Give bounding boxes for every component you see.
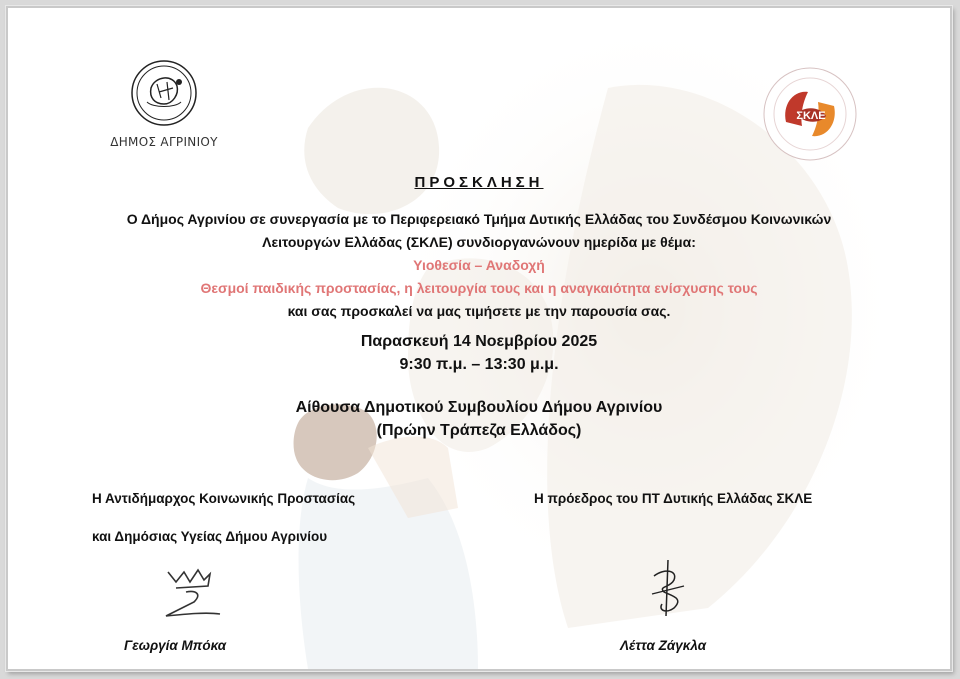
event-time: 9:30 π.μ. – 13:30 μ.μ. [399,356,559,373]
right-signature [644,556,694,626]
skle-logo [760,64,860,164]
invitation-intro [8,208,950,323]
skle-abbrev: ΣΚΛΕ [796,110,826,122]
event-date: Παρασκευή 14 Νοεμβρίου 2025 [360,333,598,350]
topic-line-1: Υιοθεσία – Αναδοχή [413,257,545,273]
left-signatory-name: Γεωργία Μπόκα [124,638,227,653]
event-datetime [8,330,950,376]
event-venue [8,396,950,442]
skle-emblem-icon [760,64,860,164]
right-signatory-role: Η πρόεδρος του ΠΤ Δυτικής Ελλάδας ΣΚΛΕ [534,491,813,506]
left-role-line-1: Η Αντιδήμαρχος Κοινωνικής Προστασίας [92,491,356,506]
left-role-line-2: και Δημόσιας Υγείας Δήμου Αγρινίου [92,529,328,544]
municipality-name: ΔΗΜΟΣ ΑΓΡΙΝΙΟΥ [110,135,218,149]
municipality-logo [104,58,224,149]
municipality-seal-icon [129,58,199,128]
right-signatory-name: Λέττα Ζάγκλα [620,638,707,653]
invite-line: και σας προσκαλεί να μας τιμήσετε με την παρουσία σας. [287,303,671,319]
invitation-card [6,6,952,671]
topic-line-2: Θεσμοί παιδικής προστασίας, η λειτουργία τους και η αναγκαιότητα ενίσχυσης τους [200,280,758,296]
left-signature [156,560,226,622]
invitation-title: ΠΡΟΣΚΛΗΣΗ [414,174,544,191]
venue-note: (Πρώην Τράπεζα Ελλάδος) [376,422,582,439]
intro-line-1: Ο Δήμος Αγρινίου σε συνεργασία με το Περιφερειακό Τμήμα Δυτικής Ελλάδας του Συνδέσμου Κοινωνικών [126,211,832,227]
intro-line-2: Λειτουργών Ελλάδας (ΣΚΛΕ) συνδιοργανώνουν ημερίδα με θέμα: [262,234,696,250]
venue-name: Αίθουσα Δημοτικού Συμβουλίου Δήμου Αγρινίου [295,399,663,416]
left-signatory-role [92,480,355,556]
